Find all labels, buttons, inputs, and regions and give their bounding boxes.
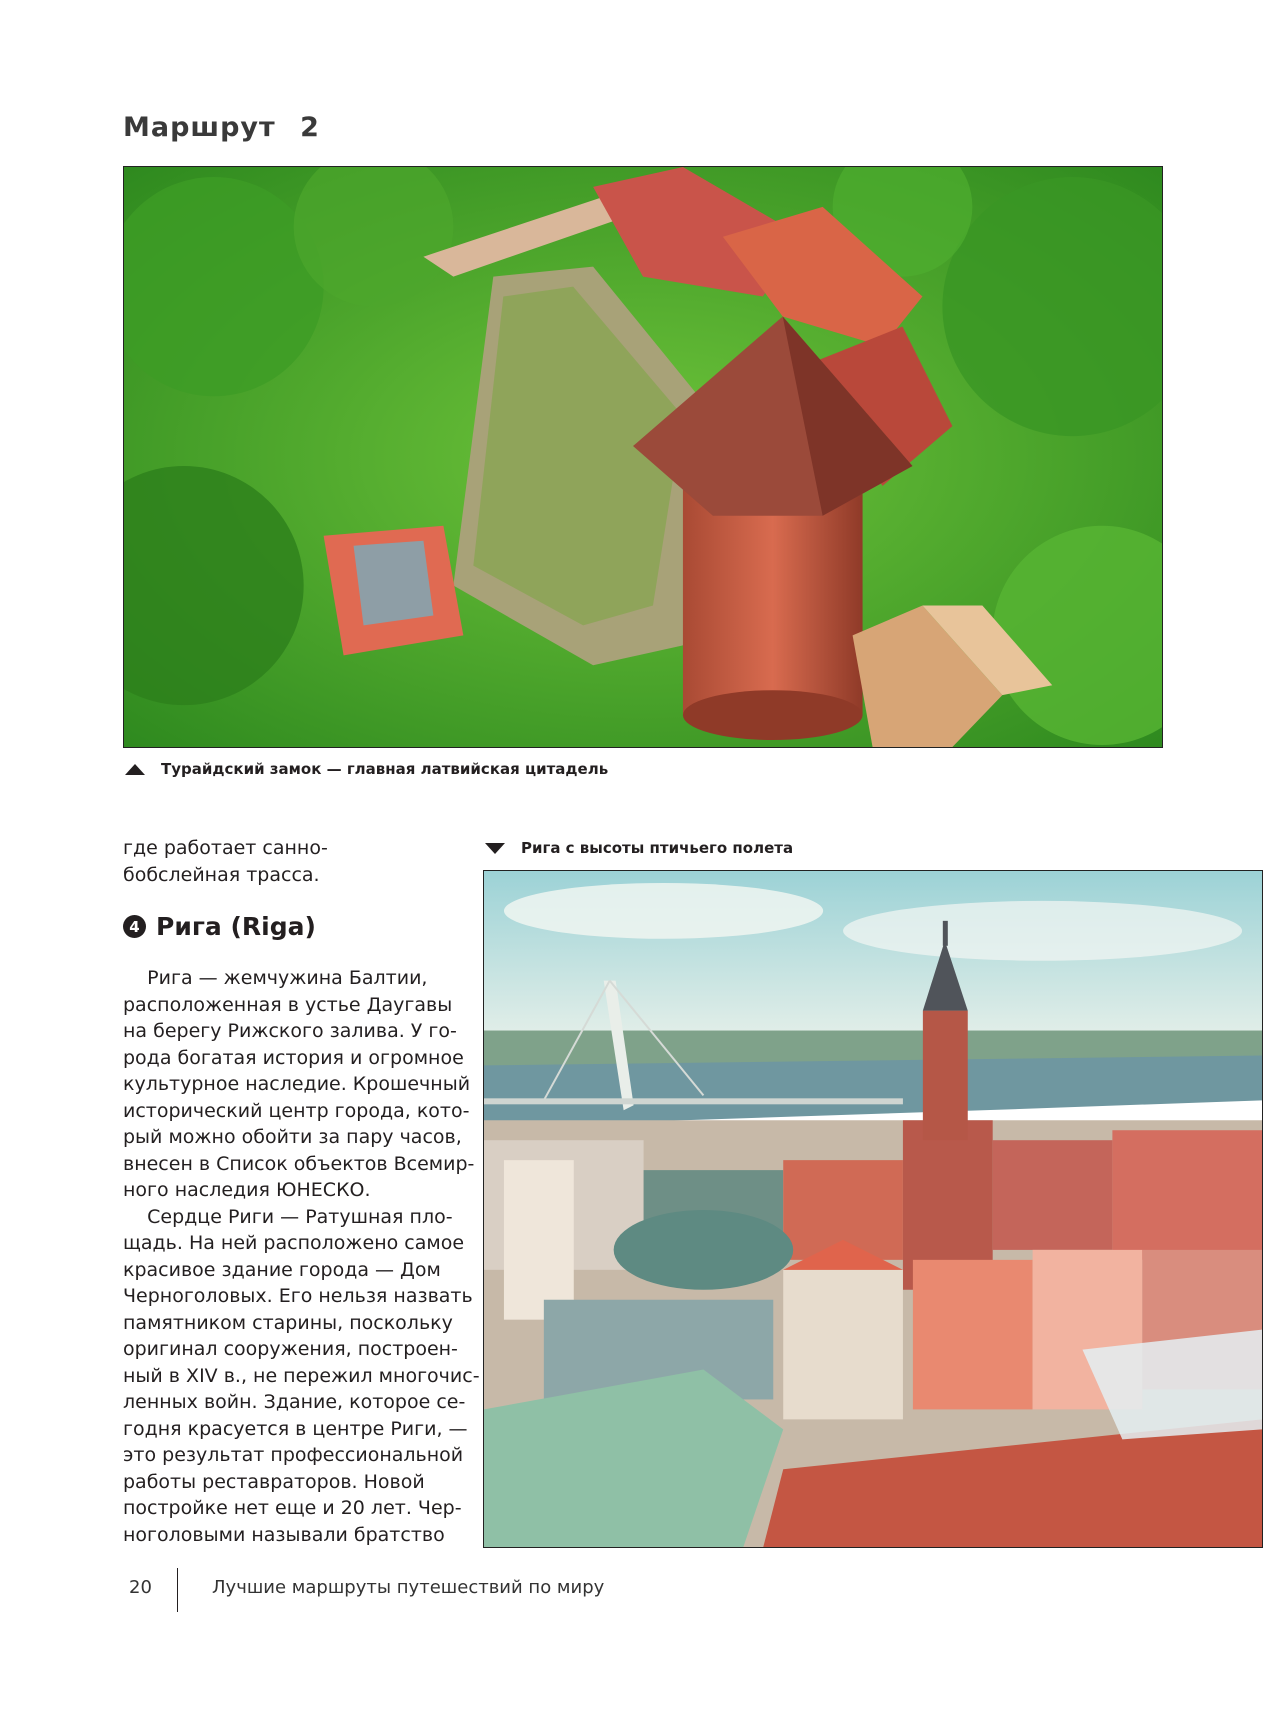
body-line: рода богатая история и огромное [123,1046,464,1069]
riga-photo [483,870,1263,1548]
route-title [123,112,320,143]
body-line: это результат профессиональной [123,1444,464,1466]
section-heading [123,912,316,941]
route-number: 2 [300,112,320,143]
book-title: Лучшие маршруты путешествий по миру [212,1577,605,1598]
body-line: ленных войн. Здание, которое се- [123,1391,466,1413]
route-label: Маршрут [123,112,276,143]
triangle-up-icon [125,764,145,775]
castle-caption [125,760,608,778]
body-line: постройке нет еще и 20 лет. Чер- [123,1497,462,1519]
body-line: ного наследия ЮНЕСКО. [123,1179,371,1201]
body-line: внесен в Список объектов Всемир- [123,1152,475,1175]
body-line: культурное наследие. Крошечный [123,1073,471,1095]
body-line: исторический центр города, кото- [123,1099,470,1122]
triangle-down-icon [485,843,505,854]
footer-divider [177,1568,178,1612]
castle-photo [123,166,1163,748]
section-number-badge: 4 [123,915,146,938]
article-body [123,965,480,1548]
body-line: красивое здание города — Дом [123,1258,441,1281]
page-number: 20 [129,1577,152,1598]
body-line: ноголовыми называли братство [123,1523,445,1546]
section-title: Рига (Riga) [156,912,316,941]
body-line: на берегу Рижского залива. У го- [123,1020,457,1042]
body-line: расположенная в устье Даугавы [123,993,453,1016]
body-line: Рига — жемчужина Балтии, [123,967,428,989]
body-line: годня красуется в центре Риги, — [123,1417,468,1440]
castle-caption-text: Турайдский замок — главная латвийская цитадель [161,760,609,778]
body-line: памятником старины, поскольку [123,1311,453,1334]
body-line: Черноголовых. Его нельзя назвать [123,1285,473,1307]
body-line: оригинал сооружения, построен- [123,1338,458,1360]
body-line: работы реставраторов. Новой [123,1470,425,1493]
body-line: щадь. На ней расположено самое [123,1232,465,1254]
body-line: Сердце Риги — Ратушная пло- [123,1205,453,1228]
riga-caption-text: Рига с высоты птичьего полета [521,839,794,857]
body-line: рый можно обойти за пару часов, [123,1126,462,1148]
continuation-text: где работает санно-бобслейная трасса. [123,837,328,886]
riga-caption [485,839,793,857]
body-line: ный в XIV в., не пережил многочис- [123,1364,480,1387]
